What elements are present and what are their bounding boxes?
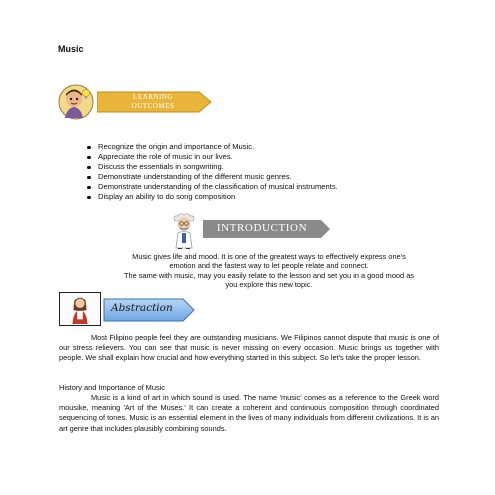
list-item: Discuss the essentials in songwriting. <box>86 162 338 172</box>
abstraction-paragraph: Most Filipino people feel they are outstanding musicians. We Filipinos cannot dispute that music is one of our stress relievers. You can see that music is never missing on every occasion. Music brings us together with people. We shall explain how crucial and how everything started in this subject. So let's take the proper lesson. <box>59 333 439 363</box>
learning-outcomes-list <box>86 142 338 203</box>
list-item: Appreciate the role of music in our lives. <box>86 152 338 162</box>
history-paragraph: Music is a kind of art in which sound is used. The name 'music' comes as a reference to the Greek word mousike, meaning 'Art of the Muses.' It can create a coherent and continuous composition through coordinated sequencing of tones. Music is an essential element in the lives of many individuals from different civilizations. It is an art genre that includes plausibly combining sounds. <box>59 393 439 433</box>
teacher-portrait-icon <box>59 292 101 326</box>
introduction-title: INTRODUCTION <box>216 222 308 234</box>
learning-outcomes-title <box>108 93 198 111</box>
list-item: Demonstrate understanding of the different music genres. <box>86 172 338 182</box>
abstraction-title: Abstraction <box>111 302 173 314</box>
page-heading: Music <box>58 44 84 54</box>
history-heading: History and Importance of Music <box>59 383 165 392</box>
introduction-line: The same with music, may you easily relate to the lesson and set you in a good mood as <box>123 270 415 280</box>
learner-cartoon-icon <box>58 84 94 120</box>
list-item: Demonstrate understanding of the classification of musical instruments. <box>86 182 338 192</box>
introduction-line: you explore this new topic. <box>225 280 313 290</box>
learning-outcomes-title-line2: OUTCOMES <box>131 101 175 110</box>
introduction-line: emotion and the fastest way to let people relate and connect. <box>169 261 369 271</box>
introduction-paragraph <box>104 252 434 290</box>
introduction-line: Music gives life and mood. It is one of the greatest ways to effectively express one's <box>132 252 406 261</box>
learning-outcomes-title-line1: LEARNING <box>133 93 173 101</box>
professor-cartoon-icon <box>168 211 200 249</box>
list-item: Recognize the origin and importance of Music. <box>86 142 338 152</box>
list-item: Display an ability to do song composition <box>86 192 338 202</box>
